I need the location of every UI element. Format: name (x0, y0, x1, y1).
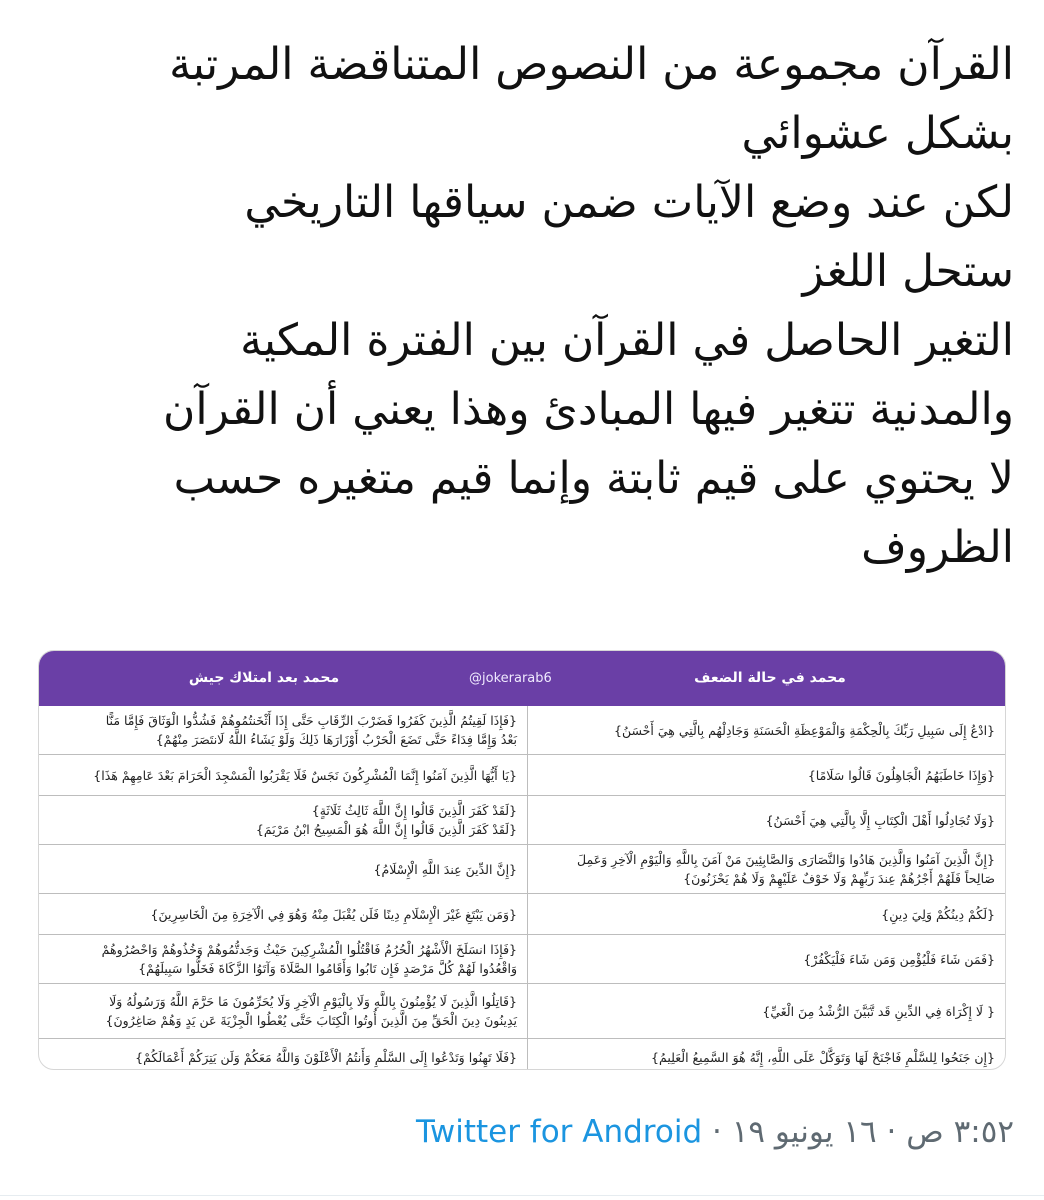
tweet-line: لكن عند وضع الآيات ضمن سياقها التاريخي (244, 177, 1014, 228)
right-cell (527, 984, 1005, 1038)
verse-line: {يَا أَيُّهَا الَّذِينَ آمَنُوا إِنَّمَا الْمُشْرِكُونَ نَجَسٌ فَلَا يَقْرَبُوا الْمَسْجِدَ الْحَرَامَ بَعْدَ عَامِهِمْ هَذَا} (93, 767, 517, 783)
verse-line: {فَإِذَا انسَلَخَ الْأَشْهُرُ الْحُرُمُ فَاقْتُلُوا الْمُشْرِكِينَ حَيْثُ وَجَدتُّمُوهُمْ وَخُذُوهُمْ وَاحْصُرُوهُمْ (101, 942, 517, 957)
left-cell (39, 845, 527, 893)
divider (0, 1195, 1044, 1196)
tweet-line: لا يحتوي على قيم ثابتة وإنما قيم متغيره حسب (173, 453, 1014, 504)
verse-line: {قَاتِلُوا الَّذِينَ لَا يُؤْمِنُونَ بِاللَّهِ وَلَا بِالْيَوْمِ الْآخِرِ وَلَا يُحَرِّمُونَ مَا حَرَّمَ اللَّهُ وَرَسُولُهُ وَلَا (109, 994, 517, 1009)
verse-line: يَدِينُونَ دِينَ الْحَقِّ مِنَ الَّذِينَ أُوتُوا الْكِتَابَ حَتَّى يُعْطُوا الْجِزْيَةَ عَن يَدٍ وَهُمْ صَاغِرُونَ} (105, 1013, 517, 1028)
table-row (39, 796, 1005, 845)
right-cell (527, 796, 1005, 844)
tweet-source-link[interactable]: Twitter for Android (416, 1114, 703, 1150)
verse-line: {لَقَدْ كَفَرَ الَّذِينَ قَالُوا إِنَّ اللَّهَ ثَالِثُ ثَلَاثَةٍ} (311, 803, 517, 818)
verse-line: {إِنَّ الَّذِينَ آمَنُوا وَالَّذِينَ هَادُوا وَالنَّصَارَى وَالصَّابِئِينَ مَنْ آمَنَ بِاللَّهِ وَالْيَوْمِ الْآخِرِ وَعَمِلَ (577, 852, 995, 867)
verse-line: بَعْدُ وَإِمَّا فِدَاءً حَتَّى تَضَعَ الْحَرْبُ أَوْزَارَهَا ذَلِكَ وَلَوْ يَشَاءُ اللَّهُ لَانتَصَرَ مِنْهُمْ} (155, 732, 517, 747)
verse-line: {وَلَا تُجَادِلُوا أَهْلَ الْكِتَابِ إِلَّا بِالَّتِي هِيَ أَحْسَنُ} (765, 812, 995, 828)
verse-line: صَالِحاً فَلَهُمْ أَجْرُهُمْ عِندَ رَبِّهِمْ وَلَا خَوْفٌ عَلَيْهِمْ وَلَا هُمْ يَحْزَنُونَ} (683, 871, 995, 886)
left-cell (39, 935, 527, 983)
verse-line: {فَلَا تَهِنُوا وَتَدْعُوا إِلَى السَّلْمِ وَأَنتُمُ الْأَعْلَوْنَ وَاللَّهُ مَعَكُمْ وَلَن يَتِرَكُمْ أَعْمَالَكُمْ} (135, 1050, 517, 1065)
verse-line: {إِن جَنَحُوا لِلسَّلْمِ فَاجْنَحْ لَهَا وَتَوَكَّلْ عَلَى اللَّهِ، إِنَّهُ هُوَ السَّمِيعُ الْعَلِيمُ} (651, 1050, 995, 1065)
table-row (39, 935, 1005, 984)
verse-line: {ادْعُ إِلَى سَبِيلِ رَبِّكَ بِالْحِكْمَةِ وَالْمَوْعِظَةِ الْحَسَنَةِ وَجَادِلْهُم بِالَّتِي هِيَ أَحْسَنُ} (614, 722, 995, 738)
left-cell (39, 984, 527, 1038)
verse-line: {فَمَن شَاءَ فَلْيُؤْمِن وَمَن شَاءَ فَلْيَكْفُرْ} (803, 951, 995, 967)
verse-line: { لَا إِكْرَاهَ فِي الدِّينِ قَد تَّبَيَّنَ الرُّشْدُ مِنَ الْغَيِّ} (762, 1003, 995, 1019)
right-cell (527, 935, 1005, 983)
right-cell (527, 1039, 1005, 1070)
table-row (39, 706, 1005, 755)
header-weak: محمد في حالة الضعف (694, 670, 846, 686)
left-cell (39, 894, 527, 934)
right-cell (527, 845, 1005, 893)
verse-line: {فَإِذَا لَقِيتُمُ الَّذِينَ كَفَرُوا فَضَرْبَ الرِّقَابِ حَتَّى إِذَا أَثْخَنتُمُوهُمْ فَشُدُّوا الْوَثَاقَ فَإِمَّا مَنًّا (105, 713, 517, 728)
left-cell (39, 1039, 527, 1070)
verse-line: {وَإِذَا خَاطَبَهُمُ الْجَاهِلُونَ قَالُوا سَلَامًا} (807, 767, 995, 783)
left-cell (39, 755, 527, 795)
table-body (39, 706, 1005, 1069)
table-row (39, 1039, 1005, 1070)
right-cell (527, 706, 1005, 754)
watermark-handle: @jokerarab6 (469, 671, 552, 686)
table-header (39, 651, 1005, 706)
tweet-line: التغير الحاصل في القرآن بين الفترة المكية (240, 315, 1014, 366)
table-row (39, 894, 1005, 935)
verse-line: {إِنَّ الدِّينَ عِندَ اللَّهِ الْإِسْلَامُ} (373, 861, 517, 877)
header-army: محمد بعد امتلاك جيش (188, 670, 340, 686)
table-row (39, 845, 1005, 894)
verse-line: وَاقْعُدُوا لَهُمْ كُلَّ مَرْصَدٍ فَإِن تَابُوا وَأَقَامُوا الصَّلَاةَ وَآتَوُا الزَّكَاةَ فَخَلُّوا سَبِيلَهُمْ} (138, 961, 517, 976)
tweet-line: الظروف (861, 522, 1014, 573)
right-cell (527, 755, 1005, 795)
tweet-line: والمدنية تتغير فيها المبادئ وهذا يعني أن القرآن (163, 384, 1014, 435)
tweet-line: القرآن مجموعة من النصوص المتناقضة المرتبة (169, 39, 1014, 90)
verse-line: {لَكُمْ دِينُكُمْ وَلِيَ دِينِ} (881, 906, 995, 922)
tweet-footer (416, 1114, 1014, 1150)
table-row (39, 755, 1005, 796)
verse-line: {وَمَن يَبْتَغِ غَيْرَ الْإِسْلَامِ دِينًا فَلَن يُقْبَلَ مِنْهُ وَهُوَ فِي الْآخِرَةِ مِنَ الْخَاسِرِينَ} (150, 906, 517, 922)
tweet-line: ستحل اللغز (802, 246, 1014, 297)
table-row (39, 984, 1005, 1039)
right-cell (527, 894, 1005, 934)
tweet-timestamp[interactable]: ٣:٥٢ ص · ١٦ يونيو ١٩ · (702, 1114, 1014, 1150)
tweet-line: بشكل عشوائي (741, 108, 1014, 159)
tweet-text (24, 30, 1014, 582)
left-cell (39, 706, 527, 754)
left-cell (39, 796, 527, 844)
verse-line: {لَقَدْ كَفَرَ الَّذِينَ قَالُوا إِنَّ اللَّهَ هُوَ الْمَسِيحُ ابْنُ مَرْيَمَ} (255, 822, 517, 837)
tweet-media-image[interactable] (38, 650, 1006, 1070)
